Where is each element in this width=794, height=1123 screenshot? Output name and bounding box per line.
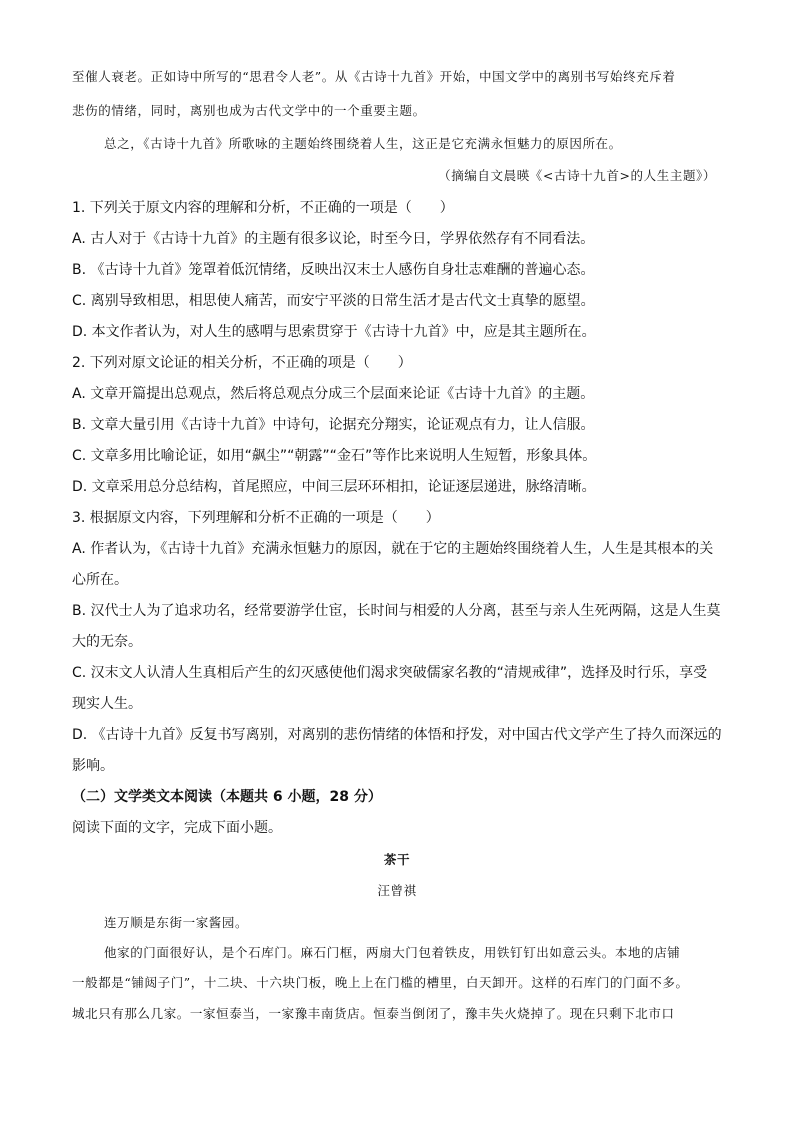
question-3-option-a-cont: 心所在。 [72,572,128,588]
essay-conclusion: 总之，《古诗十九首》所歌咏的主题始终围绕着人生，这正是它充满永恒魅力的原因所在。 [104,136,622,151]
question-1-stem: 1. 下列关于原文内容的理解和分析，不正确的一项是（ ） [72,200,454,216]
story-paragraph-line: 一般都是“铺闼子门”，十二块、十六块门板，晚上上在门槛的槽里，白天卸开。这样的石库门的门面不多。 [72,975,689,990]
question-2-stem: 2. 下列对原文论证的相关分析，不正确的项是（ ） [72,355,412,371]
essay-source: （摘编自文晨暎《<古诗十九首>的人生主题》） [438,168,716,183]
question-2-option-b: B. 文章大量引用《古诗十九首》中诗句，论据充分翔实，论证观点有力，让人信服。 [72,417,595,433]
story-author: 汪曾祺 [377,883,417,898]
question-3-option-b: B. 汉代士人为了追求功名，经常要游学仕宦，长时间与相爱的人分离，甚至与亲人生死两隔，这是人生莫 [72,603,721,619]
section-heading: （二）文学类文本阅读（本题共 6 小题，28 分） [72,789,382,805]
story-title: 茶干 [383,852,411,867]
section-instruction: 阅读下面的文字，完成下面小题。 [72,820,282,836]
question-1-option-d: D. 本文作者认为，对人生的感喟与思索贯穿于《古诗十九首》中，应是其主题所在。 [72,324,596,340]
question-3-option-d: D. 《古诗十九首》反复书写离别，对离别的悲伤情绪的体悟和抒发，对中国古代文学产生了持久而深远的 [72,727,722,743]
question-3-option-b-cont: 大的无奈。 [72,634,142,650]
question-2-option-a: A. 文章开篇提出总观点，然后将总观点分成三个层面来论证《古诗十九首》的主题。 [72,386,595,402]
question-3-option-a: A. 作者认为，《古诗十九首》充满永恒魅力的原因，就在于它的主题始终围绕着人生，人生是其根本的关 [72,541,714,557]
essay-paragraph-line: 至催人衰老。正如诗中所写的“思君令人老”。从《古诗十九首》开始，中国文学中的离别书写始终充斥着 [72,69,676,84]
essay-paragraph-line: 悲伤的情绪，同时，离别也成为古代文学中的一个重要主题。 [72,103,426,118]
question-1-option-b: B. 《古诗十九首》笼罩着低沉情绪，反映出汉末士人感伤自身壮志难酬的普遍心态。 [72,262,595,278]
story-paragraph: 他家的门面很好认，是个石库门。麻石门框，两扇大门包着铁皮，用铁钉钉出如意云头。本地的店铺 [104,945,681,960]
story-paragraph: 连万顺是东街一家酱园。 [104,915,249,930]
question-3-option-d-cont: 影响。 [72,758,114,774]
question-2-option-d: D. 文章采用总分总结构，首尾照应，中间三层环环相扣，论证逐层递进，脉络清晰。 [72,479,596,495]
question-3-stem: 3. 根据原文内容，下列理解和分析不正确的一项是（ ） [72,510,440,526]
story-paragraph-line: 城北只有那么几家。一家恒泰当，一家豫丰南货店。恒泰当倒闭了，豫丰失火烧掉了。现在只剩下北市口 [72,1006,675,1021]
question-1-option-c: C. 离别导致相思，相思使人痛苦，而安宁平淡的日常生活才是古代文士真挚的愿望。 [72,293,595,309]
question-3-option-c-cont: 现实人生。 [72,696,142,712]
question-1-option-a: A. 古人对于《古诗十九首》的主题有很多议论，时至今日，学界依然存有不同看法。 [72,231,595,247]
question-2-option-c: C. 文章多用比喻论证，如用“飙尘”“朝露”“金石”等作比来说明人生短暂，形象具体。 [72,448,597,464]
question-3-option-c: C. 汉末文人认清人生真相后产生的幻灭感使他们渴求突破儒家名教的“清规戒律”，选择及时行乐，享受 [72,665,708,681]
